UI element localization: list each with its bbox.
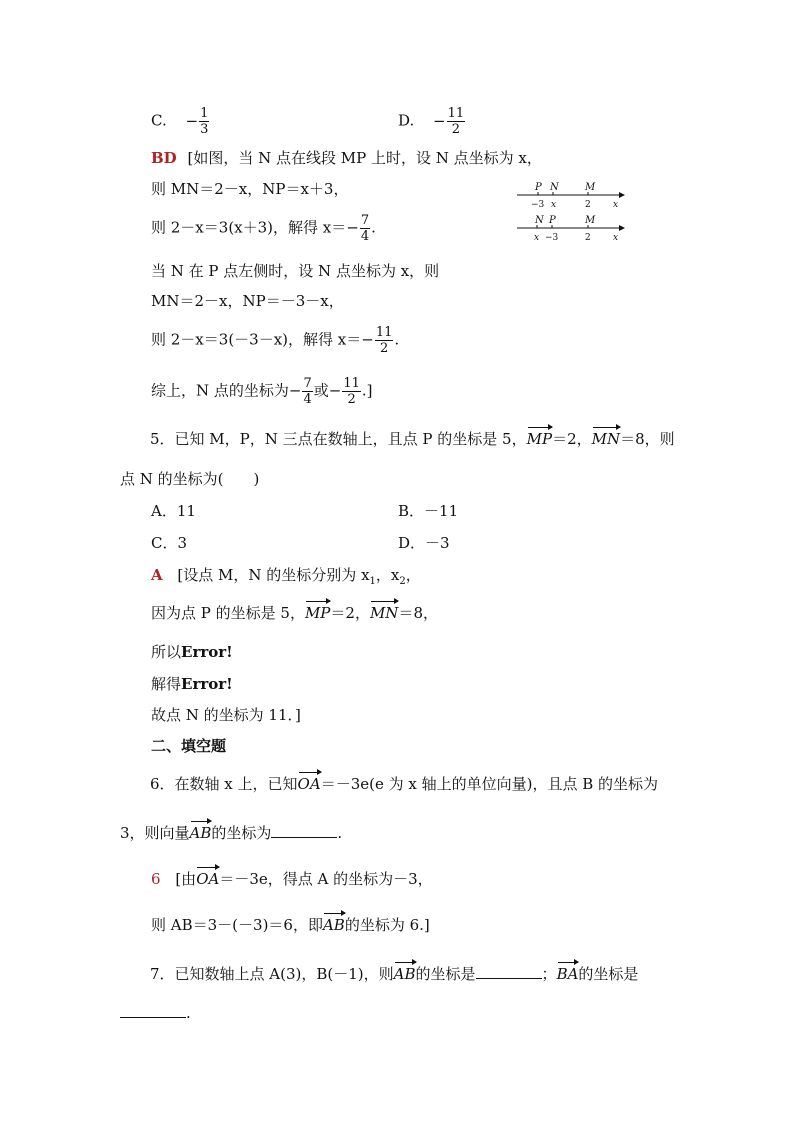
- fig1-axis-x: x: [613, 200, 619, 210]
- q6-answer-key: 6: [151, 870, 161, 888]
- q4-fraction-7-4: $\frac{7}{4}$: [360, 213, 370, 244]
- q5-solution-line-1: A [设点 M，N 的坐标分别为 $x_1$，$x_2$，: [151, 566, 421, 587]
- q7-stem-line-1: 7．已知数轴上点 A(3)，B(－1)，则AB的坐标是 ；BA的坐标是: [150, 965, 639, 983]
- q4-option-d: D. − $\frac{11}{2}$: [398, 106, 465, 137]
- fig2-tick-neg3: −3: [545, 233, 559, 242]
- q4-solution-line-5: MN＝2－x，NP＝－3－x，: [151, 292, 344, 310]
- q4-fraction-11-2: $\frac{11}{2}$: [375, 325, 393, 356]
- fig1-tick-x: x: [551, 200, 557, 210]
- fig1-arrow: [619, 192, 625, 198]
- fig1-tick-2: 2: [585, 200, 591, 210]
- q5-answer-key: A: [151, 566, 163, 584]
- q5-solution-line-4: 解得Error!: [151, 675, 233, 693]
- q6-solution-line-2: 则 AB＝3－(－3)＝6，即AB的坐标为 6.]: [151, 916, 430, 934]
- q4-option-c: C. − $\frac{1}{3}$: [151, 106, 209, 137]
- q4-option-c-fraction: $\frac{1}{3}$: [200, 106, 209, 137]
- q6-stem-line-2: 3，则向量AB的坐标为 .: [120, 824, 343, 842]
- q4-solution-line-2: 则 MN＝2－x，NP＝x＋3，: [151, 180, 349, 198]
- q4-solution-line-3: 则 2－x＝3(x＋3)，解得 x＝− $\frac{7}{4}$ .: [151, 213, 376, 244]
- q5-stem-line-1: 5．已知 M，P，N 三点在数轴上，且点 P 的坐标是 5，MP＝2，MN＝8，则: [150, 430, 675, 448]
- vector-ab: AB: [189, 824, 212, 842]
- q4-solution-line-7: 综上，N 点的坐标为− $\frac{7}{4}$ 或− $\frac{11}{2}$ .]: [151, 376, 373, 407]
- fig2-label-m: M: [585, 215, 596, 226]
- answer-blank[interactable]: [120, 1003, 186, 1018]
- vector-mp-2: MP: [304, 604, 331, 622]
- q7-stem-line-2: .: [120, 1003, 191, 1022]
- q4-summary-fraction-1: $\frac{7}{4}$: [303, 376, 312, 407]
- q4-solution-line-4: 当 N 在 P 点左侧时，设 N 点坐标为 x，则: [151, 262, 440, 280]
- q5-solution-line-3: 所以Error!: [151, 643, 233, 661]
- q5-option-c: C．3: [151, 534, 188, 552]
- fig2-axis-x: x: [613, 233, 619, 242]
- answer-blank[interactable]: [476, 964, 542, 979]
- fig1-tick-neg3: −3: [531, 200, 545, 210]
- q5-option-d: D．－3: [398, 534, 450, 552]
- fig2-arrow: [619, 225, 625, 231]
- q4-option-c-label: C.: [151, 111, 167, 130]
- vector-oa: OA: [297, 775, 321, 793]
- section-title: 二、填空题: [151, 737, 227, 755]
- fig1-label-m: M: [585, 182, 596, 193]
- vector-mn: MN: [591, 430, 621, 448]
- q5-option-a: A．11: [151, 502, 196, 520]
- vector-ab-2: AB: [322, 916, 345, 934]
- q5-option-b: B．－11: [398, 502, 459, 520]
- q6-stem-line-1: 6．在数轴 x 上，已知OA＝－3e(e 为 x 轴上的单位向量)，且点 B 的坐标为: [150, 775, 659, 793]
- error-text: Error!: [181, 675, 233, 693]
- q4-option-d-label: D.: [398, 111, 415, 130]
- vector-ab-3: AB: [393, 965, 416, 983]
- answer-blank[interactable]: [271, 823, 337, 838]
- fig2-tick-x: x: [534, 233, 540, 242]
- fig1-label-p: P: [535, 182, 542, 193]
- fig2-label-n: N: [535, 215, 544, 226]
- vector-mn-2: MN: [369, 604, 399, 622]
- q5-solution-line-5: 故点 N 的坐标为 11．]: [151, 706, 301, 724]
- vector-oa-2: OA: [196, 870, 220, 888]
- q5-stem-line-2: 点 N 的坐标为( ): [120, 470, 260, 488]
- q4-solution-line-6: 则 2－x＝3(－3－x)，解得 x＝− $\frac{11}{2}$ .: [151, 325, 400, 356]
- q4-summary-fraction-2: $\frac{11}{2}$: [343, 376, 360, 407]
- error-text: Error!: [181, 643, 233, 661]
- fig2-label-p: P: [549, 215, 556, 226]
- q6-solution-line-1: 6 [由OA＝－3e，得点 A 的坐标为－3，: [151, 870, 433, 888]
- q4-answer-key: BD: [151, 149, 177, 167]
- q4-option-d-fraction: $\frac{11}{2}$: [447, 106, 465, 137]
- q4-solution-line-1: BD [如图，当 N 点在线段 MP 上时，设 N 点坐标为 x，: [151, 149, 542, 167]
- vector-mp: MP: [526, 430, 553, 448]
- q5-solution-line-2: 因为点 P 的坐标是 5，MP＝2，MN＝8，: [151, 604, 438, 622]
- fig1-label-n: N: [550, 182, 559, 193]
- vector-ba: BA: [556, 965, 579, 983]
- fig2-tick-2: 2: [585, 233, 591, 242]
- number-line-figure: [515, 180, 627, 242]
